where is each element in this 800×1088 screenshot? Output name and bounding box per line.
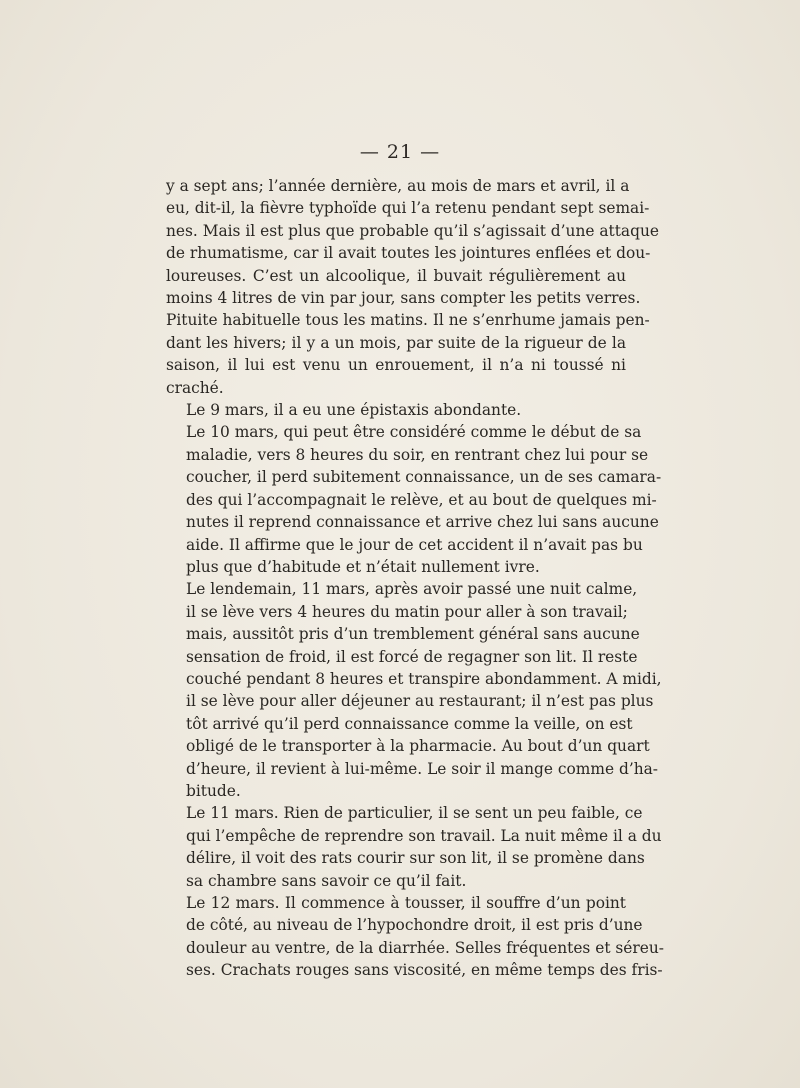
text-line: des qui l’accompagnait le relève, et au bout de quelques mi- [186,490,657,509]
text-line: Le 12 mars. Il commence à tousser, il souffre d’un point [186,894,626,912]
text-line: tôt arrivé qu’il perd connaissance comme la veille, on est [186,714,633,733]
body-text [166,175,664,982]
text-line: Pituite habituelle tous les matins. Il ne s’enrhume jamais pen- [166,311,650,330]
text-line: saison, il lui est venu un enrouement, il n’a ni toussé ni [166,356,626,375]
text-line: délire, il voit des rats courir sur son lit, il se promène dans [186,849,645,868]
text-line: sa chambre sans savoir ce qu’il fait. [186,871,467,890]
text-line: loureuses. C’est un alcoolique, il buvait régulièrement au [166,266,626,285]
text-line: qui l’empêche de reprendre son travail. La nuit même il a du [186,826,662,845]
text-line: dant les hivers; il y a un mois, par suite de la rigueur de la [166,333,626,352]
text-line: nes. Mais il est plus que probable qu’il s’agissait d’une attaque [166,221,659,240]
text-line: eu, dit-il, la fièvre typhoïde qui l’a retenu pendant sept semai- [166,199,650,218]
text-line: Le 11 mars. Rien de particulier, il se sent un peu faible, ce [186,804,643,823]
text-line: coucher, il perd subitement connaissance, un de ses camara- [186,468,662,487]
text-line: de rhumatisme, car il avait toutes les jointures enflées et dou- [166,244,651,263]
page-number: — 21 — [359,141,441,163]
text-line: de côté, au niveau de l’hypochondre droit, il est pris d’une [186,916,643,935]
text-line: craché. [166,378,224,397]
text-line: Le 9 mars, il a eu une épistaxis abondante. [186,401,522,420]
text-line: Le 10 mars, qui peut être considéré comme le début de sa [186,423,642,442]
text-line: mais, aussitôt pris d’un tremblement général sans aucune [186,625,640,644]
paragraph [166,399,626,421]
text-line: couché pendant 8 heures et transpire abondamment. A midi, [186,669,662,688]
paragraph [166,578,662,802]
paragraph [166,802,662,892]
text-line: il se lève vers 4 heures du matin pour aller à son travail; [186,602,628,621]
text-line: sensation de froid, il est forcé de regagner son lit. Il reste [186,647,638,666]
paragraph [166,421,662,578]
text-line: nutes il reprend connaissance et arrive chez lui sans aucune [186,513,659,532]
paragraph [166,175,659,399]
text-line: bitude. [186,781,241,800]
text-line: moins 4 litres de vin par jour, sans compter les petits verres. [166,289,641,308]
text-line: d’heure, il revient à lui-même. Le soir il mange comme d’ha- [186,759,659,778]
text-line: aide. Il affirme que le jour de cet accident il n’avait pas bu [186,535,643,554]
text-line: y a sept ans; l’année dernière, au mois de mars et avril, il a [166,177,630,195]
text-line: Le lendemain, 11 mars, après avoir passé une nuit calme, [186,580,638,599]
text-line: il se lève pour aller déjeuner au restaurant; il n’est pas plus [186,692,654,711]
text-line: douleur au ventre, de la diarrhée. Selles fréquentes et séreu- [186,938,664,957]
text-line: ses. Crachats rouges sans viscosité, en même temps des fris- [186,961,663,980]
text-line: obligé de le transporter à la pharmacie. Au bout d’un quart [186,737,650,756]
paragraph [166,892,664,982]
text-line: plus que d’habitude et n’était nullement ivre. [186,557,540,576]
text-line: maladie, vers 8 heures du soir, en rentrant chez lui pour se [186,445,649,464]
